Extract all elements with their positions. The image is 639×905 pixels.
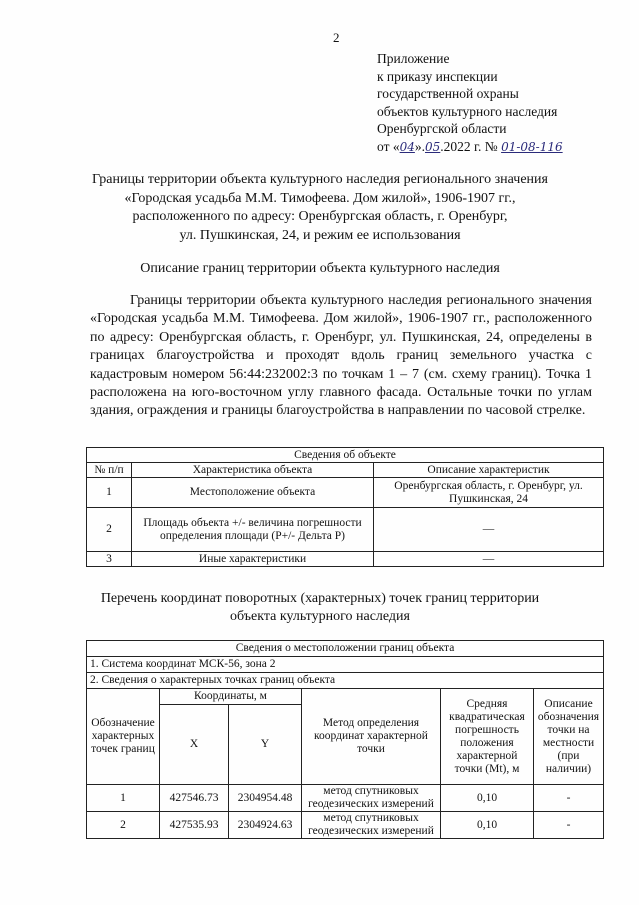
header-description: Описание характеристик: [374, 463, 604, 478]
coords-section-system: 1. Система координат МСК-56, зона 2: [87, 657, 604, 673]
point-method: метод спутниковых геодезических измерений: [302, 812, 441, 839]
date-prefix: от «: [377, 138, 400, 154]
point-x: 427546.73: [160, 785, 229, 812]
title-line: ул. Пушкинская, 24, и режим ее использования: [179, 227, 461, 243]
order-date-line: [377, 138, 563, 157]
coords-section-points: 2. Сведения о характерных точках границ объекта: [87, 673, 604, 689]
point-description: -: [534, 812, 604, 839]
row-number: 1: [87, 478, 132, 508]
row-characteristic: Площадь объекта +/- величина погрешности определения площади (P+/- Дельта P): [132, 508, 374, 552]
table-row: [87, 785, 604, 812]
handwritten-day: 04: [399, 139, 415, 154]
description-paragraph: Границы территории объекта культурного наследия регионального значения «Городская усадьба М.М. Тимофеева. Дом жилой», 1906-1907 гг., расположенного по адресу: Оренбургская область, г. Оренбург, ул. Пушкинская, 24, определены в границах благоустройства и проходят вдоль границ земельного участка с кадастровым номером 56:44:232002:3 по точкам 1 – 7 (см. схему границ). Точка 1 расположена на юго-восточном углу главного фасада. Остальные точки по углам здания, ограждения и границы благоустройства в направлении по часовой стрелке.: [90, 293, 592, 419]
list-title-line: объекта культурного наследия: [230, 609, 410, 624]
table-row: [87, 508, 604, 552]
point-error: 0,10: [441, 785, 534, 812]
document-title: [60, 171, 580, 245]
row-value: —: [374, 552, 604, 567]
point-y: 2304954.48: [229, 785, 302, 812]
title-line: «Городская усадьба М.М. Тимофеева. Дом жилой», 1906-1907 гг.,: [124, 190, 516, 206]
row-value: —: [374, 508, 604, 552]
point-method: метод спутниковых геодезических измерений: [302, 785, 441, 812]
appendix-line: объектов культурного наследия: [377, 103, 558, 119]
point-error: 0,10: [441, 812, 534, 839]
row-number: 2: [87, 508, 132, 552]
object-table-caption: Сведения об объекте: [87, 448, 604, 463]
header-y: Y: [229, 705, 302, 785]
header-x: X: [160, 705, 229, 785]
row-characteristic: Местоположение объекта: [132, 478, 374, 508]
date-year: .2022 г. №: [440, 138, 498, 154]
point-x: 427535.93: [160, 812, 229, 839]
coords-table-caption: Сведения о местоположении границ объекта: [87, 641, 604, 657]
header-method: Метод определения координат характерной точки: [302, 689, 441, 785]
row-value: Оренбургская область, г. Оренбург, ул. Пушкинская, 24: [374, 478, 604, 508]
table-row: [87, 812, 604, 839]
section-subtitle: Описание границ территории объекта культурного наследия: [140, 261, 500, 276]
appendix-line: государственной охраны: [377, 86, 519, 102]
point-id: 2: [87, 812, 160, 839]
handwritten-month: 05: [425, 139, 441, 154]
point-id: 1: [87, 785, 160, 812]
header-point: Обозначение характерных точек границ: [87, 689, 160, 785]
row-number: 3: [87, 552, 132, 567]
object-info-table: [86, 447, 604, 567]
title-line: Границы территории объекта культурного наследия регионального значения: [92, 172, 548, 187]
appendix-block: [377, 50, 563, 157]
coordinates-table: [86, 640, 604, 839]
table-row: [87, 478, 604, 508]
coordinates-list-title: [60, 590, 580, 626]
point-description: -: [534, 785, 604, 812]
appendix-line: Приложение: [377, 51, 450, 66]
header-characteristic: Характеристика объекта: [132, 463, 374, 478]
row-characteristic: Иные характеристики: [132, 552, 374, 567]
appendix-line: Оренбургской области: [377, 121, 507, 137]
header-point-description: Описание обозначения точки на местности (при наличии): [534, 689, 604, 785]
header-error: Средняя квадратическая погрешность положения характерной точки (Mt), м: [441, 689, 534, 785]
list-title-line: Перечень координат поворотных (характерных) точек границ территории: [100, 591, 540, 606]
date-mid: ».: [414, 138, 426, 154]
appendix-line: к приказу инспекции: [377, 68, 498, 84]
table-row: [87, 552, 604, 567]
header-number: № п/п: [87, 463, 132, 478]
point-y: 2304924.63: [229, 812, 302, 839]
handwritten-order-number: 01-08-116: [501, 139, 563, 154]
title-line: расположенного по адресу: Оренбургская область, г. Оренбург,: [132, 209, 508, 224]
header-coordinates: Координаты, м: [160, 689, 302, 705]
page-number: 2: [333, 30, 340, 45]
